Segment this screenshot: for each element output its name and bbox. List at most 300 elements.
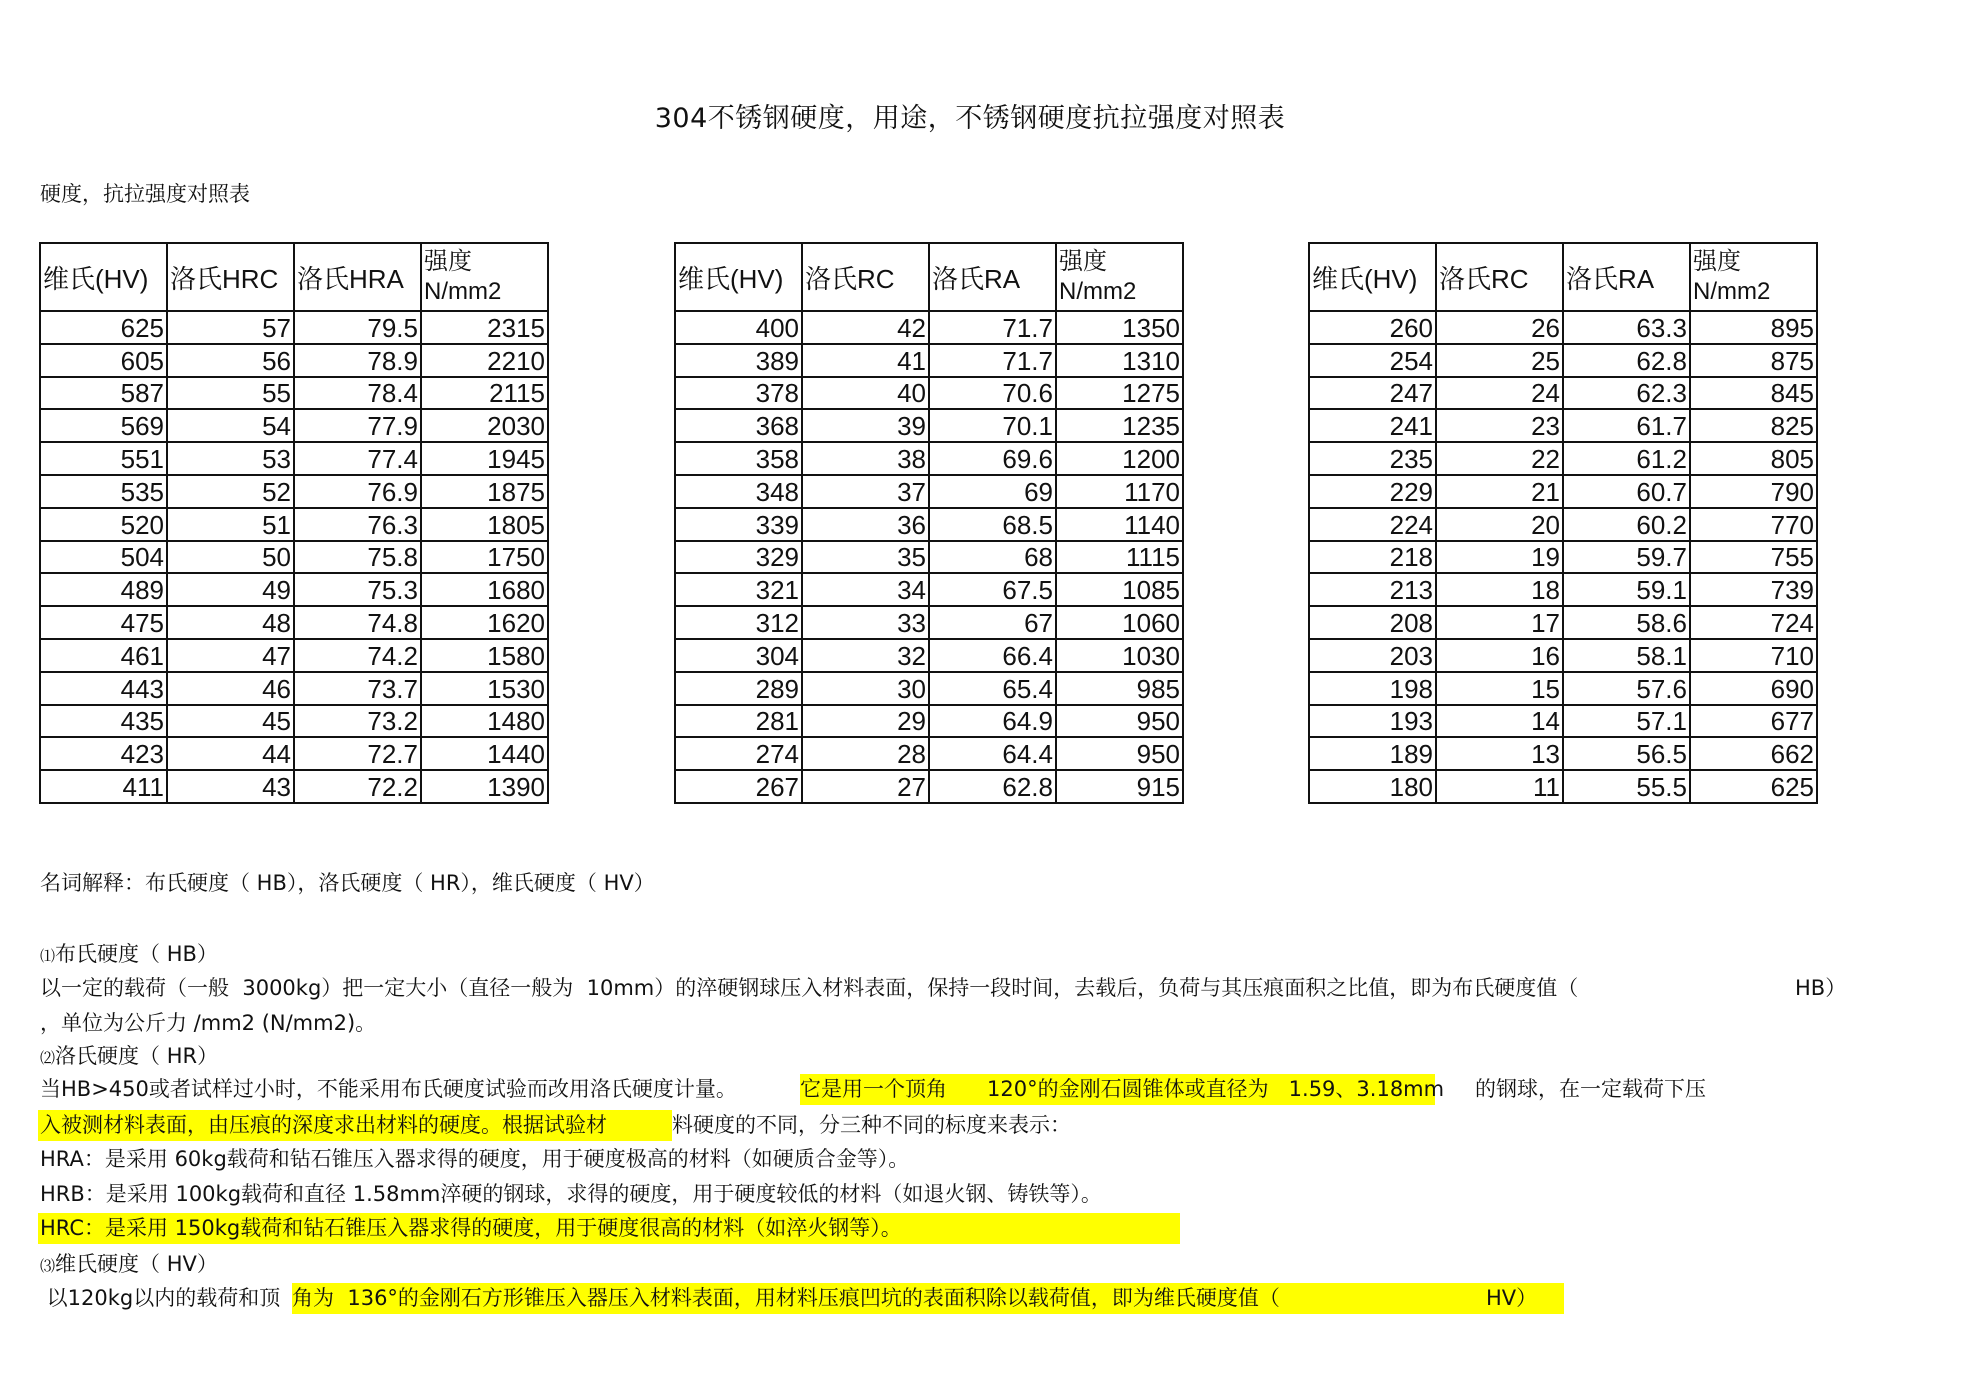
table-cell: 36 <box>802 508 929 541</box>
table-cell: 875 <box>1690 344 1817 377</box>
spacer-cell <box>1817 311 1945 344</box>
table-cell: 1235 <box>1056 409 1183 442</box>
table-row <box>675 573 1311 606</box>
spacer-cell <box>1183 442 1311 475</box>
table-cell: 16 <box>1436 639 1563 672</box>
table-cell: 267 <box>675 770 802 803</box>
table-header-row <box>40 243 676 311</box>
table-cell: 42 <box>802 311 929 344</box>
table-cell: 23 <box>1436 409 1563 442</box>
table-cell: 43 <box>167 770 294 803</box>
column-header: 洛氏RA <box>929 243 1056 311</box>
hardness-table-2 <box>674 242 1311 804</box>
spacer-cell <box>548 672 676 705</box>
spacer-cell <box>1817 672 1945 705</box>
hv-description-a: 以120kg以内的载荷和顶 <box>40 1286 281 1310</box>
table-cell: 20 <box>1436 508 1563 541</box>
column-header: 强度 N/mm2 <box>1056 243 1183 311</box>
table-cell: 77.4 <box>294 442 421 475</box>
table-cell: 321 <box>675 573 802 606</box>
table-cell: 40 <box>802 377 929 410</box>
table-cell: 35 <box>802 541 929 574</box>
table-cell: 475 <box>40 606 167 639</box>
hr-description-line-1a: 当HB>450或者试样过小时，不能采用布氏硬度试验而改用洛氏硬度计量。 <box>40 1077 737 1101</box>
hv-heading <box>40 1250 218 1280</box>
table-cell: 378 <box>675 377 802 410</box>
table-cell: 569 <box>40 409 167 442</box>
table-cell: 71.7 <box>929 344 1056 377</box>
spacer-cell <box>1183 737 1311 770</box>
table-row <box>40 770 676 803</box>
table-cell: 1390 <box>421 770 548 803</box>
table-cell: 32 <box>802 639 929 672</box>
table-row <box>675 409 1311 442</box>
table-cell: 72.2 <box>294 770 421 803</box>
table-cell: 41 <box>802 344 929 377</box>
table-cell: 260 <box>1309 311 1436 344</box>
table-cell: 1580 <box>421 639 548 672</box>
table-cell: 1060 <box>1056 606 1183 639</box>
table-cell: 37 <box>802 475 929 508</box>
table-row <box>675 442 1311 475</box>
table-cell: 74.2 <box>294 639 421 672</box>
table-cell: 587 <box>40 377 167 410</box>
table-row <box>40 672 676 705</box>
spacer-cell <box>548 442 676 475</box>
table-row <box>675 541 1311 574</box>
table-row <box>1309 442 1945 475</box>
column-header: 维氏(HV) <box>40 243 167 311</box>
table-cell: 17 <box>1436 606 1563 639</box>
table-cell: 1620 <box>421 606 548 639</box>
hb-description-line-1: 以一定的载荷（一般 3000kg）把一定大小（直径一般为 10mm）的淬硬钢球压入材料表面，保持一段时间，去载后，负荷与其压痕面积之比值，即为布氏硬度值（ <box>40 976 1579 1000</box>
table-cell: 2315 <box>421 311 548 344</box>
hr-description-line-1b: 它是用一个顶角 120°的金刚石圆锥体或直径为 1.59、3.18mm <box>800 1077 1445 1101</box>
table-cell: 70.1 <box>929 409 1056 442</box>
spacer-cell <box>548 705 676 738</box>
hv-marker: ⑶ <box>40 1257 56 1275</box>
table-row <box>1309 737 1945 770</box>
table-cell: 56.5 <box>1563 737 1690 770</box>
spacer-cell <box>548 377 676 410</box>
table-cell: 28 <box>802 737 929 770</box>
table-cell: 54 <box>167 409 294 442</box>
table-cell: 74.8 <box>294 606 421 639</box>
table-caption: 硬度，抗拉强度对照表 <box>40 182 250 206</box>
table-cell: 62.3 <box>1563 377 1690 410</box>
hb-title: 布氏硬度（ HB） <box>55 942 218 966</box>
spacer-cell <box>1183 705 1311 738</box>
table-cell: 625 <box>1690 770 1817 803</box>
table-cell: 77.9 <box>294 409 421 442</box>
table-cell: 1140 <box>1056 508 1183 541</box>
table-cell: 662 <box>1690 737 1817 770</box>
table-cell: 411 <box>40 770 167 803</box>
table-cell: 329 <box>675 541 802 574</box>
column-header: 洛氏RC <box>802 243 929 311</box>
table-cell: 461 <box>40 639 167 672</box>
table-cell: 60.7 <box>1563 475 1690 508</box>
spacer-cell <box>1817 377 1945 410</box>
table-row <box>40 737 676 770</box>
table-cell: 950 <box>1056 737 1183 770</box>
column-header: 洛氏RC <box>1436 243 1563 311</box>
hb-description-line-1-end: HB） <box>1795 976 1847 1000</box>
table-cell: 423 <box>40 737 167 770</box>
table-cell: 22 <box>1436 442 1563 475</box>
spacer-cell <box>1183 573 1311 606</box>
table-cell: 69 <box>929 475 1056 508</box>
table-cell: 790 <box>1690 475 1817 508</box>
spacer-cell <box>548 475 676 508</box>
table-cell: 57.1 <box>1563 705 1690 738</box>
table-row <box>675 344 1311 377</box>
spacer-cell <box>548 508 676 541</box>
table-cell: 73.7 <box>294 672 421 705</box>
spacer-cell <box>548 573 676 606</box>
table-row <box>40 377 676 410</box>
table-cell: 67.5 <box>929 573 1056 606</box>
table-row <box>40 541 676 574</box>
spacer-cell <box>1817 344 1945 377</box>
table-cell: 677 <box>1690 705 1817 738</box>
spacer-cell <box>548 409 676 442</box>
table-row <box>40 344 676 377</box>
table-cell: 312 <box>675 606 802 639</box>
table-cell: 241 <box>1309 409 1436 442</box>
table-cell: 274 <box>675 737 802 770</box>
spacer-cell <box>548 737 676 770</box>
spacer-cell <box>1817 639 1945 672</box>
spacer-cell <box>548 243 676 311</box>
table-cell: 56 <box>167 344 294 377</box>
table-cell: 48 <box>167 606 294 639</box>
spacer-cell <box>1817 508 1945 541</box>
table-row <box>1309 311 1945 344</box>
table-cell: 2210 <box>421 344 548 377</box>
table-cell: 1085 <box>1056 573 1183 606</box>
table-cell: 34 <box>802 573 929 606</box>
table-cell: 47 <box>167 639 294 672</box>
spacer-cell <box>1183 541 1311 574</box>
column-header: 强度 N/mm2 <box>1690 243 1817 311</box>
table-row <box>40 409 676 442</box>
table-cell: 24 <box>1436 377 1563 410</box>
table-row <box>40 475 676 508</box>
table-cell: 29 <box>802 705 929 738</box>
table-cell: 198 <box>1309 672 1436 705</box>
table-cell: 208 <box>1309 606 1436 639</box>
table-cell: 61.7 <box>1563 409 1690 442</box>
table-cell: 25 <box>1436 344 1563 377</box>
table-cell: 13 <box>1436 737 1563 770</box>
table-cell: 1275 <box>1056 377 1183 410</box>
table-cell: 46 <box>167 672 294 705</box>
table-cell: 224 <box>1309 508 1436 541</box>
table-cell: 348 <box>675 475 802 508</box>
table-row <box>40 705 676 738</box>
table-cell: 38 <box>802 442 929 475</box>
table-cell: 189 <box>1309 737 1436 770</box>
table-cell: 26 <box>1436 311 1563 344</box>
table-cell: 1945 <box>421 442 548 475</box>
table-cell: 45 <box>167 705 294 738</box>
table-cell: 39 <box>802 409 929 442</box>
table-cell: 1680 <box>421 573 548 606</box>
hv-description-b: 角为 136°的金刚石方形锥压入器压入材料表面，用材料压痕凹坑的表面积除以载荷值，即为维氏硬度值（ <box>292 1286 1280 1310</box>
table-row <box>1309 639 1945 672</box>
spacer-cell <box>1817 243 1945 311</box>
spacer-cell <box>548 770 676 803</box>
table-cell: 72.7 <box>294 737 421 770</box>
spacer-cell <box>1817 573 1945 606</box>
spacer-cell <box>1183 672 1311 705</box>
spacer-cell <box>1183 377 1311 410</box>
table-cell: 19 <box>1436 541 1563 574</box>
table-cell: 805 <box>1690 442 1817 475</box>
table-cell: 304 <box>675 639 802 672</box>
spacer-cell <box>1817 606 1945 639</box>
table-cell: 55 <box>167 377 294 410</box>
table-cell: 62.8 <box>1563 344 1690 377</box>
table-cell: 67 <box>929 606 1056 639</box>
table-row <box>1309 475 1945 508</box>
column-header: 洛氏HRC <box>167 243 294 311</box>
table-cell: 1875 <box>421 475 548 508</box>
table-cell: 1170 <box>1056 475 1183 508</box>
table-cell: 50 <box>167 541 294 574</box>
spacer-cell <box>1183 243 1311 311</box>
hra-description: HRA：是采用 60kg载荷和钻石锥压入器求得的硬度，用于硬度极高的材料（如硬质合金等）。 <box>40 1147 910 1171</box>
table-cell: 58.1 <box>1563 639 1690 672</box>
table-cell: 2115 <box>421 377 548 410</box>
table-cell: 443 <box>40 672 167 705</box>
spacer-cell <box>1183 639 1311 672</box>
table-row <box>675 705 1311 738</box>
table-cell: 289 <box>675 672 802 705</box>
table-cell: 755 <box>1690 541 1817 574</box>
table-row <box>675 311 1311 344</box>
table-cell: 30 <box>802 672 929 705</box>
table-row <box>1309 606 1945 639</box>
hr-description-line-2b: 料硬度的不同，分三种不同的标度来表示： <box>672 1113 1071 1137</box>
table-cell: 66.4 <box>929 639 1056 672</box>
table-cell: 57.6 <box>1563 672 1690 705</box>
table-row <box>1309 541 1945 574</box>
column-header: 洛氏HRA <box>294 243 421 311</box>
table-cell: 73.2 <box>294 705 421 738</box>
table-cell: 57 <box>167 311 294 344</box>
spacer-cell <box>1817 705 1945 738</box>
table-cell: 63.3 <box>1563 311 1690 344</box>
table-cell: 825 <box>1690 409 1817 442</box>
table-cell: 710 <box>1690 639 1817 672</box>
spacer-cell <box>1183 508 1311 541</box>
table-header-row <box>675 243 1311 311</box>
table-cell: 1480 <box>421 705 548 738</box>
hb-heading <box>40 940 218 970</box>
table-cell: 1200 <box>1056 442 1183 475</box>
table-cell: 62.8 <box>929 770 1056 803</box>
spacer-cell <box>548 639 676 672</box>
spacer-cell <box>1183 344 1311 377</box>
table-cell: 247 <box>1309 377 1436 410</box>
hv-description-end: HV） <box>1486 1286 1538 1310</box>
hr-heading <box>40 1042 218 1072</box>
table-row <box>40 311 676 344</box>
table-cell: 75.3 <box>294 573 421 606</box>
spacer-cell <box>1817 475 1945 508</box>
table-cell: 358 <box>675 442 802 475</box>
table-cell: 64.9 <box>929 705 1056 738</box>
table-cell: 11 <box>1436 770 1563 803</box>
table-cell: 770 <box>1690 508 1817 541</box>
table-cell: 218 <box>1309 541 1436 574</box>
table-cell: 504 <box>40 541 167 574</box>
table-cell: 79.5 <box>294 311 421 344</box>
table-cell: 235 <box>1309 442 1436 475</box>
hr-title: 洛氏硬度（ HR） <box>55 1044 219 1068</box>
table-cell: 52 <box>167 475 294 508</box>
table-cell: 76.9 <box>294 475 421 508</box>
hr-marker: ⑵ <box>40 1049 56 1067</box>
table-cell: 985 <box>1056 672 1183 705</box>
column-header: 洛氏RA <box>1563 243 1690 311</box>
table-row <box>40 639 676 672</box>
terms-definition: 名词解释：布氏硬度（ HB），洛氏硬度（ HR），维氏硬度（ HV） <box>40 871 655 895</box>
table-row <box>675 737 1311 770</box>
table-cell: 51 <box>167 508 294 541</box>
table-cell: 368 <box>675 409 802 442</box>
table-cell: 2030 <box>421 409 548 442</box>
table-cell: 520 <box>40 508 167 541</box>
table-cell: 65.4 <box>929 672 1056 705</box>
spacer-cell <box>1183 606 1311 639</box>
table-cell: 1530 <box>421 672 548 705</box>
table-cell: 724 <box>1690 606 1817 639</box>
table-cell: 1030 <box>1056 639 1183 672</box>
table-row <box>675 606 1311 639</box>
table-cell: 15 <box>1436 672 1563 705</box>
table-cell: 27 <box>802 770 929 803</box>
table-cell: 49 <box>167 573 294 606</box>
table-cell: 435 <box>40 705 167 738</box>
table-cell: 14 <box>1436 705 1563 738</box>
spacer-cell <box>1817 541 1945 574</box>
table-cell: 59.7 <box>1563 541 1690 574</box>
table-cell: 739 <box>1690 573 1817 606</box>
hv-title: 维氏硬度（ HV） <box>55 1252 218 1276</box>
table-cell: 950 <box>1056 705 1183 738</box>
table-cell: 915 <box>1056 770 1183 803</box>
spacer-cell <box>1817 409 1945 442</box>
table-cell: 53 <box>167 442 294 475</box>
hr-description-line-2a: 入被测材料表面，由压痕的深度求出材料的硬度。根据试验材 <box>40 1113 607 1137</box>
table-cell: 68 <box>929 541 1056 574</box>
hardness-table-3 <box>1308 242 1945 804</box>
spacer-cell <box>1183 409 1311 442</box>
hb-description-line-2: ，单位为公斤力 /mm2 (N/mm2)。 <box>40 1011 377 1035</box>
table-row <box>1309 409 1945 442</box>
spacer-cell <box>548 311 676 344</box>
column-header: 维氏(HV) <box>675 243 802 311</box>
table-cell: 625 <box>40 311 167 344</box>
column-header: 维氏(HV) <box>1309 243 1436 311</box>
spacer-cell <box>1817 737 1945 770</box>
page-title: 304不锈钢硬度，用途，不锈钢硬度抗拉强度对照表 <box>654 103 1286 134</box>
table-cell: 1115 <box>1056 541 1183 574</box>
table-cell: 58.6 <box>1563 606 1690 639</box>
table-cell: 213 <box>1309 573 1436 606</box>
table-cell: 76.3 <box>294 508 421 541</box>
table-header-row <box>1309 243 1945 311</box>
table-cell: 71.7 <box>929 311 1056 344</box>
hardness-table-1 <box>39 242 676 804</box>
table-cell: 389 <box>675 344 802 377</box>
table-cell: 68.5 <box>929 508 1056 541</box>
table-row <box>675 475 1311 508</box>
table-cell: 605 <box>40 344 167 377</box>
table-cell: 254 <box>1309 344 1436 377</box>
table-cell: 59.1 <box>1563 573 1690 606</box>
table-cell: 69.6 <box>929 442 1056 475</box>
table-cell: 78.9 <box>294 344 421 377</box>
spacer-cell <box>548 344 676 377</box>
table-row <box>675 377 1311 410</box>
table-cell: 339 <box>675 508 802 541</box>
table-cell: 489 <box>40 573 167 606</box>
table-row <box>1309 344 1945 377</box>
table-cell: 21 <box>1436 475 1563 508</box>
table-cell: 64.4 <box>929 737 1056 770</box>
table-row <box>675 672 1311 705</box>
table-row <box>675 770 1311 803</box>
table-cell: 33 <box>802 606 929 639</box>
table-cell: 70.6 <box>929 377 1056 410</box>
table-cell: 193 <box>1309 705 1436 738</box>
spacer-cell <box>548 606 676 639</box>
table-row <box>675 508 1311 541</box>
table-cell: 895 <box>1690 311 1817 344</box>
table-cell: 690 <box>1690 672 1817 705</box>
table-cell: 61.2 <box>1563 442 1690 475</box>
hr-description-line-1c: 的钢球，在一定载荷下压 <box>1475 1077 1706 1101</box>
table-row <box>1309 377 1945 410</box>
table-cell: 400 <box>675 311 802 344</box>
table-cell: 18 <box>1436 573 1563 606</box>
hrc-description: HRC：是采用 150kg载荷和钻石锥压入器求得的硬度，用于硬度很高的材料（如淬火钢等）。 <box>40 1216 902 1240</box>
table-cell: 60.2 <box>1563 508 1690 541</box>
table-cell: 1350 <box>1056 311 1183 344</box>
spacer-cell <box>1183 311 1311 344</box>
table-row <box>1309 508 1945 541</box>
table-cell: 845 <box>1690 377 1817 410</box>
table-cell: 1750 <box>421 541 548 574</box>
table-cell: 44 <box>167 737 294 770</box>
table-row <box>1309 672 1945 705</box>
table-cell: 1440 <box>421 737 548 770</box>
table-row <box>1309 705 1945 738</box>
table-cell: 1805 <box>421 508 548 541</box>
table-row <box>40 508 676 541</box>
table-row <box>675 639 1311 672</box>
spacer-cell <box>548 541 676 574</box>
table-row <box>40 606 676 639</box>
table-cell: 535 <box>40 475 167 508</box>
spacer-cell <box>1183 770 1311 803</box>
hb-marker: ⑴ <box>40 947 56 965</box>
spacer-cell <box>1183 475 1311 508</box>
